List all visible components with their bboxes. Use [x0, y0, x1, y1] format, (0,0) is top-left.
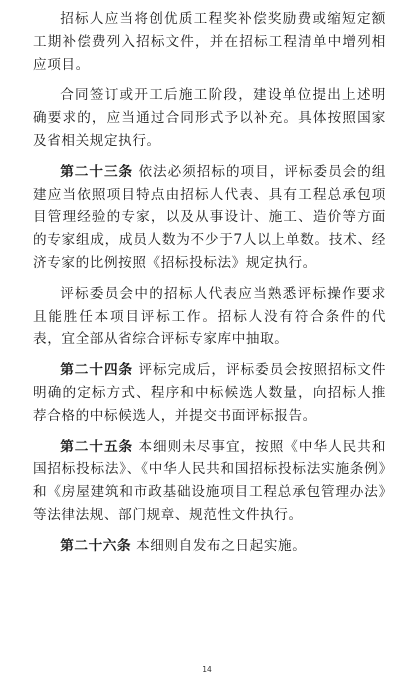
article-number: 第二十五条 — [60, 438, 134, 455]
article-number: 第二十四条 — [60, 362, 134, 379]
article-25 — [33, 436, 386, 527]
page-number: 14 — [202, 665, 212, 674]
paragraph-gap — [33, 76, 386, 84]
paragraph-award-fee — [33, 8, 386, 76]
paragraph-gap — [33, 428, 386, 436]
article-26 — [33, 535, 386, 558]
article-text: 评标完成后，评标委员会按照招标文件明确的定标方式、程序和中标候选人数量，向招标人推荐合格的中标候选人，并提交书面评标报告。 — [33, 362, 387, 424]
paragraph-gap — [33, 275, 386, 283]
article-number: 第二十三条 — [60, 163, 134, 180]
paragraph-gap — [33, 527, 386, 535]
paragraph-contract-supplement — [33, 84, 386, 152]
article-text: 本细则未尽事宜，按照《中华人民共和国招标投标法》、《中华人民共和国招标投标法实施条例》和《房屋建筑和市政基础设施项目工程总承包管理办法》等法律法规、部门规章、规范性文件执行。 — [33, 438, 387, 523]
article-number: 第二十六条 — [60, 537, 132, 554]
paragraph-text: 合同签订或开工后施工阶段，建设单位提出上述明确要求的，应当通过合同形式予以补充。具体按照国家及省相关规定执行。 — [33, 87, 386, 149]
article-text: 依法必须招标的项目，评标委员会的组建应当依照项目特点由招标人代表、具有工程总承包项目管理经验的专家，以及从事设计、施工、造价等方面的专家组成，成员人数为不少于7人以上单数。技术、经济专家的比例按照《招标投标法》规定执行。 — [33, 163, 387, 271]
article-23 — [33, 161, 386, 275]
article-24 — [33, 359, 386, 427]
paragraph-gap — [33, 153, 386, 161]
paragraph-gap — [33, 351, 386, 359]
paragraph-tenderer-representative — [33, 283, 386, 351]
paragraph-text: 招标人应当将创优质工程奖补偿奖励费或缩短定额工期补偿费列入招标文件，并在招标工程清单中增列相应项目。 — [33, 11, 386, 73]
paragraph-text: 评标委员会中的招标人代表应当熟悉评标操作要求且能胜任本项目评标工作。招标人没有符合条件的代表，宜全部从省综合评标专家库中抽取。 — [33, 285, 386, 348]
article-text: 本细则自发布之日起实施。 — [136, 537, 307, 554]
